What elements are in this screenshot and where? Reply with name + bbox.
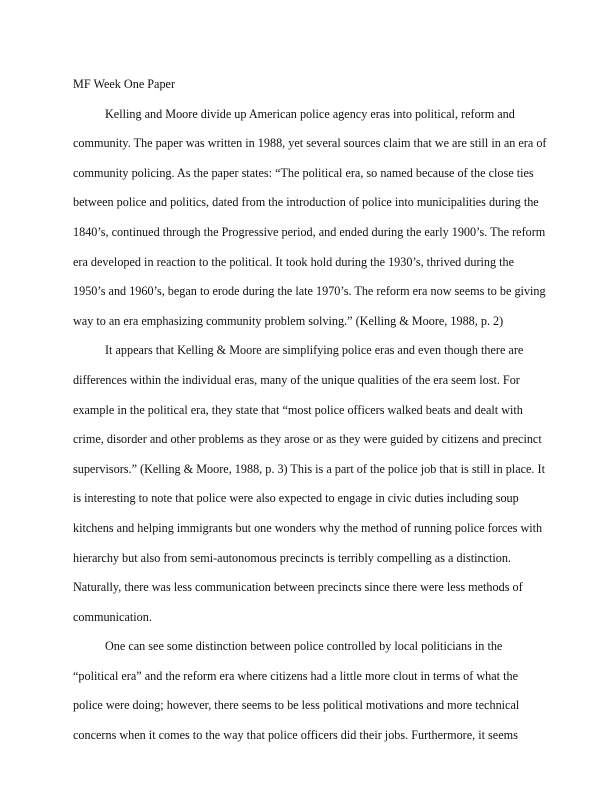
paragraph-3 xyxy=(73,632,543,750)
text-line: way to an era emphasizing community problem solving.” (Kelling & Moore, 1988, p. 2) xyxy=(73,313,504,328)
text-line: is interesting to note that police were also expected to engage in civic duties including soup xyxy=(73,491,519,506)
text-line: communication. xyxy=(73,609,152,624)
text-line: 1950’s and 1960’s, began to erode during the late 1970’s. The reform era now seems to be giving xyxy=(73,284,546,299)
paragraph-2 xyxy=(73,336,543,632)
paragraph-1 xyxy=(73,100,547,337)
text-line: differences within the individual eras, many of the unique qualities of the era seem lost. For xyxy=(73,372,520,387)
text-line: example in the political era, they state that “most police officers walked beats and dealt with xyxy=(73,402,523,417)
text-line: 1840’s, continued through the Progressive period, and ended during the early 1900’s. The reform xyxy=(73,224,546,239)
text-line: hierarchy but also from semi-autonomous precincts is terribly compelling as a distinction. xyxy=(73,550,511,565)
text-line: “political era” and the reform era where citizens had a little more clout in terms of what the xyxy=(73,668,518,683)
text-line: It appears that Kelling & Moore are simplifying police eras and even though there are xyxy=(105,343,524,358)
text-line: between police and politics, dated from the introduction of police into municipalities during the xyxy=(73,195,539,210)
text-line: community policing. As the paper states: “The political era, so named because of the close ties xyxy=(73,165,534,180)
text-line: police were doing; however, there seems to be less political motivations and more technical xyxy=(73,698,520,713)
text-line: kitchens and helping immigrants but one wonders why the method of running police forces with xyxy=(73,520,543,535)
text-line: supervisors.” (Kelling & Moore, 1988, p. 3) This is a part of the police job that is still in place. It xyxy=(73,461,545,476)
text-line: community. The paper was written in 1988, yet several sources claim that we are still in an era of xyxy=(73,136,547,151)
text-line: crime, disorder and other problems as they arose or as they were guided by citizens and precinct xyxy=(73,432,542,447)
text-line: One can see some distinction between police controlled by local politicians in the xyxy=(105,639,503,654)
document-title: MF Week One Paper xyxy=(73,77,176,91)
text-line: concerns when it comes to the way that police officers did their jobs. Furthermore, it seems xyxy=(73,728,518,743)
document-body xyxy=(73,70,547,751)
text-line: Kelling and Moore divide up American police agency eras into political, reform and xyxy=(105,106,515,121)
text-line: Naturally, there was less communication between precincts since there were less methods of xyxy=(73,580,523,595)
text-line: era developed in reaction to the political. It took hold during the 1930’s, thrived during the xyxy=(73,254,515,269)
